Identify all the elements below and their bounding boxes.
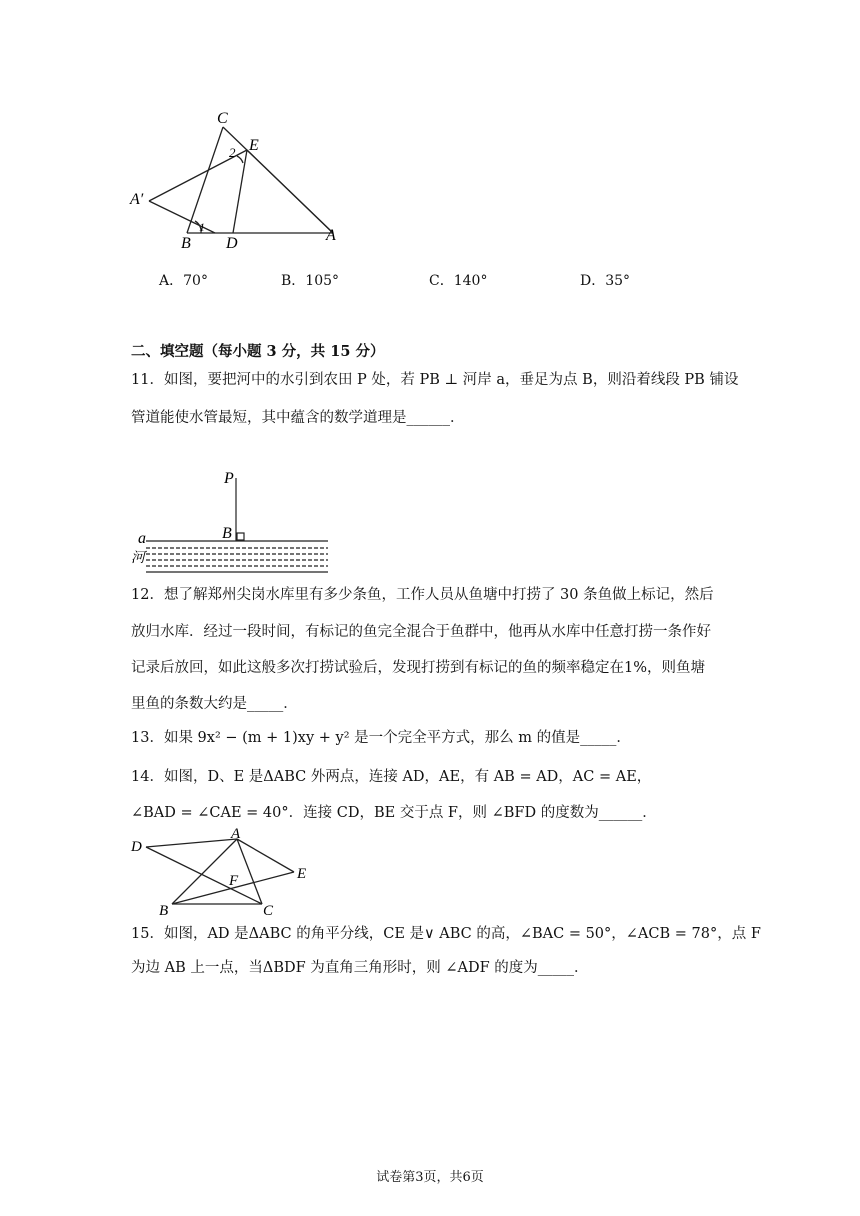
q11-label-P: P <box>224 470 234 487</box>
page-footer: 试卷第3页，共6页 <box>376 1170 484 1185</box>
q11-label-a: a <box>138 530 146 547</box>
q14-label-B: B <box>159 903 169 918</box>
q14-label-D: D <box>131 839 142 855</box>
q14-figure <box>128 826 318 918</box>
q14-label-C: C <box>263 903 274 918</box>
q10-option-d <box>580 270 630 290</box>
q10-option-c-letter: C． <box>429 273 454 289</box>
q10-label-Aprime: A′ <box>130 191 144 208</box>
q12-line1: 12．想了解郑州尖岗水库里有多少条鱼，工作人员从鱼塘中打捞了 30 条鱼做上标记，然后 <box>131 587 714 603</box>
q12-line2: 放归水库．经过一段时间，有标记的鱼完全混合于鱼群中，他再从水库中任意打捞一条作好 <box>131 624 711 640</box>
q11-label-B: B <box>222 525 232 542</box>
q10-label-D: D <box>226 235 238 252</box>
q12-line3: 记录后放回，如此这般多次打捞试验后，发现打捞到有标记的鱼的频率稳定在1%，则鱼塘 <box>131 660 705 676</box>
section2-heading: 二、填空题（每小题 3 分，共 15 分） <box>131 343 385 360</box>
q14-line1: 14．如图，D、E 是ΔABC 外两点，连接 AD，AE，有 AB = AD，AC = AE， <box>131 769 652 785</box>
q12-line4: 里鱼的条数大约是_____． <box>131 696 298 712</box>
q10-option-b-letter: B． <box>281 273 306 289</box>
q14-label-F: F <box>229 873 239 889</box>
q10-option-b <box>281 270 339 290</box>
q10-option-d-letter: D． <box>580 273 606 289</box>
q10-option-a-value: 70° <box>183 273 208 289</box>
q11-label-river: 河 <box>131 551 145 566</box>
q10-label-C: C <box>217 110 228 127</box>
q10-option-d-value: 35° <box>605 273 631 289</box>
q11-line1: 11．如图，要把河中的水引到农田 P 处，若 PB ⊥ 河岸 a，垂足为点 B，则沿着线段 PB 铺设 <box>131 372 739 388</box>
q14-label-E: E <box>297 866 307 882</box>
q10-label-B: B <box>181 235 191 252</box>
q10-option-c <box>429 270 487 290</box>
q15-line2: 为边 AB 上一点，当ΔBDF 为直角三角形时，则 ∠ADF 的度为_____． <box>131 960 589 976</box>
q10-option-a-letter: A． <box>159 273 184 289</box>
q10-option-b-value: 105° <box>305 273 340 289</box>
q10-option-a <box>159 270 208 290</box>
q10-label-angle1: 1 <box>199 220 205 234</box>
q10-label-angle2: 2 <box>229 145 236 160</box>
q11-figure <box>128 466 333 578</box>
q14-line2: ∠BAD = ∠CAE = 40°．连接 CD，BE 交于点 F，则 ∠BFD 的度数为______． <box>131 805 657 821</box>
q10-label-E: E <box>249 137 259 154</box>
q15-line1: 15．如图，AD 是ΔABC 的角平分线，CE 是∨ ABC 的高，∠BAC = 50°，∠ACB = 78°，点 F <box>131 926 761 942</box>
q13-line1: 13．如果 9x² − (m + 1)xy + y² 是一个完全平方式，那么 m 的值是_____． <box>131 730 631 746</box>
q14-label-A: A <box>231 826 241 842</box>
q10-label-A: A <box>326 227 336 244</box>
q10-option-c-value: 140° <box>453 273 488 289</box>
q11-line2: 管道能使水管最短，其中蕴含的数学道理是______． <box>131 410 465 426</box>
q10-figure <box>125 108 345 254</box>
